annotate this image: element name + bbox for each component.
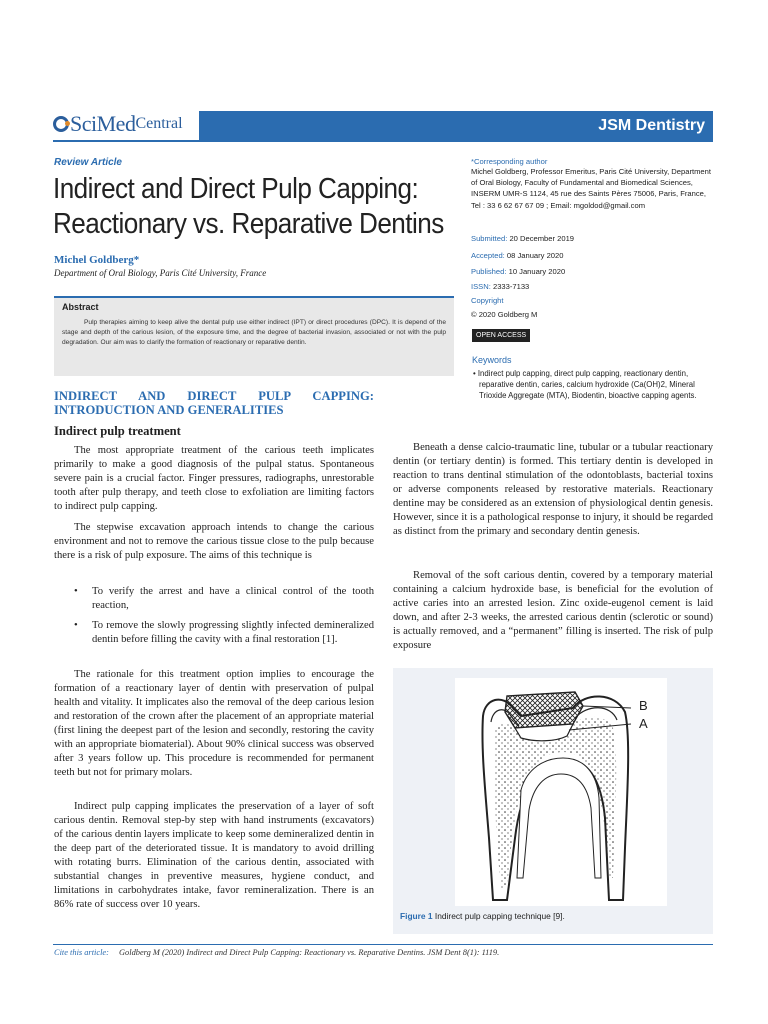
abstract-box <box>54 296 454 376</box>
submitted-row: Submitted: 20 December 2019 <box>471 234 575 243</box>
author-affiliation: Department of Oral Biology, Paris Cité University, France <box>54 268 267 278</box>
section-heading: INDIRECT AND DIRECT PULP CAPPING: INTRODUCTION AND GENERALITIES <box>54 389 374 417</box>
paragraph-4: Indirect pulp capping implicates the preservation of a layer of soft carious dentin. Removal step-by step with hand instruments (excavators) of the carious dentin layers implicate to keep some demineralized dentin in the deep part of the deteriorated tissue. It is mandatory to avoid drilling with rotating burrs. Elimination of the carious dentin, associated with substantial changes in preventive measures, hygiene conduct, and limitations in carbohydrates intake, favor remineralization. There is an 86% rate of success over 10 years. <box>54 801 374 910</box>
paragraph-1: The most appropriate treatment of the carious teeth implicates primarily to make a good diagnosis of the pulpal status. Spontaneous severe pain is a crucial factor. Finger pressures, radiographs, unrestorable tooth after pulp therapy, and teeth close to exfoliation are limiting factors to indirect pulp capping. <box>54 445 374 512</box>
article-type: Review Article <box>54 157 122 168</box>
logo-sub-text: Central <box>135 115 183 132</box>
paragraph-3: The rationale for this treatment option implies to encourage the formation of a reactionary layer of dentin with preservation of pulpal health and vitality. It implicates also the removal of the deep carious lesion and restoration of the crown after the placement of an appropriate material (first lining the deepest part of the lesion and secondly, restoring the cavity with an appropriate biomaterial). About 90% clinical success was observed after 3 years follow up. This procedure is recommended for permanent teeth but not for primary molars. <box>54 669 374 778</box>
subsection-heading: Indirect pulp treatment <box>54 424 181 438</box>
published-row: Published: 10 January 2020 <box>471 267 566 276</box>
citation-label: Cite this article: <box>54 948 109 957</box>
label-b: B <box>639 698 648 713</box>
copyright-text: © 2020 Goldberg M <box>471 310 538 319</box>
citation <box>54 948 499 957</box>
author-name: Michel Goldberg* <box>54 254 140 266</box>
open-access-badge: OPEN ACCESS <box>472 329 530 342</box>
abstract-text: Pulp therapies aiming to keep alive the dental pulp use either indirect (IPT) or direct procedures (DPC). It is depend of the stage and depth of the carious lesion, of the exposure time, and the degree of bacterial invasion, associated or not with the pulp degradation. Our aim was to clarify the formation of reactionary or reparative dentin. <box>62 319 446 347</box>
figure-caption: Figure 1 Indirect pulp capping technique [9]. <box>400 911 565 921</box>
paragraph-5: Beneath a dense calcio-traumatic line, tubular or a tubular reactionary dentin (or tertiary dentin) is formed. This tertiary dentin is developed in reaction to trans dentinal stimulation of the odontoblasts, bacterial toxins or adverse components released by restorative materials. Reactionary dentine may be considered as an extension of physiological dentin genesis. However, since it is a pathological response to injury, it should be regarded as distinct from the primary and secondary dentin genesis. <box>393 442 713 537</box>
bullet-icon: • <box>74 620 78 631</box>
citation-text: Goldberg M (2020) Indirect and Direct Pulp Capping: Reactionary vs. Reparative Dentins. JSM Dent 8(1): 1119. <box>119 948 500 957</box>
footer-divider <box>53 944 713 945</box>
figure-1 <box>393 668 713 934</box>
article-title: Indirect and Direct Pulp Capping: Reactionary vs. Reparative Dentins <box>53 173 444 240</box>
logo-main-text: SciMed <box>70 111 136 136</box>
keywords-heading: Keywords <box>472 355 512 365</box>
logo-mark-icon <box>53 116 69 132</box>
paragraph-6: Removal of the soft carious dentin, covered by a temporary material containing a calcium hydroxide base, is beneficial for the evolution of active caries into an arrested lesion. Zinc oxide-eugenol cement is laid down, and after 2-3 weeks, the arrested carious dentin (sclerotic or sound) is actually removed, and a “permanent” filling is inserted. The risk of pulp exposure <box>393 570 713 651</box>
copyright-label: Copyright <box>471 296 504 305</box>
corresponding-label: *Corresponding author <box>471 157 548 166</box>
paragraph-2: The stepwise excavation approach intends to change the carious environment and not to remove the carious tissue close to the pulp because there is a risk of pulp exposure. The aims of this technique is <box>54 522 374 561</box>
label-a: A <box>639 716 648 731</box>
tooth-illustration-icon <box>455 678 667 906</box>
tooth-diagram <box>455 678 667 906</box>
journal-name: JSM Dentistry <box>598 117 705 134</box>
bullet-item-1: • To verify the arrest and have a clinical control of the tooth reaction, <box>74 586 374 611</box>
keywords-list: • Indirect pulp capping, direct pulp capping, reactionary dentin, reparative dentin, caries, calcium hydroxide (Ca(OH)2, Mineral Trioxide Aggregate (MTA), Biodentin, bioactive capping agents. <box>473 369 697 401</box>
accepted-row: Accepted: 08 January 2020 <box>471 251 564 260</box>
publisher-logo <box>53 111 183 137</box>
corresponding-text: Michel Goldberg, Professor Emeritus, Paris Cité University, Department of Oral Biology, Faculty of Fundamental and Biomedical Sciences, INSERM UMR-S 1124, 45 rue des Saints Pères 75006, Paris, France, Tel : 33 6 62 67 67 09 ; Email: mgoldod@gmail.com <box>471 167 711 210</box>
journal-banner <box>199 111 713 141</box>
bullet-icon: • <box>74 586 78 597</box>
header-divider <box>53 140 713 142</box>
abstract-heading: Abstract <box>62 302 99 312</box>
bullet-item-2: • To remove the slowly progressing slightly infected demineralized dentin before filling the cavity with a final restoration [1]. <box>74 620 374 645</box>
issn-row: ISSN: 2333-7133 <box>471 282 530 291</box>
